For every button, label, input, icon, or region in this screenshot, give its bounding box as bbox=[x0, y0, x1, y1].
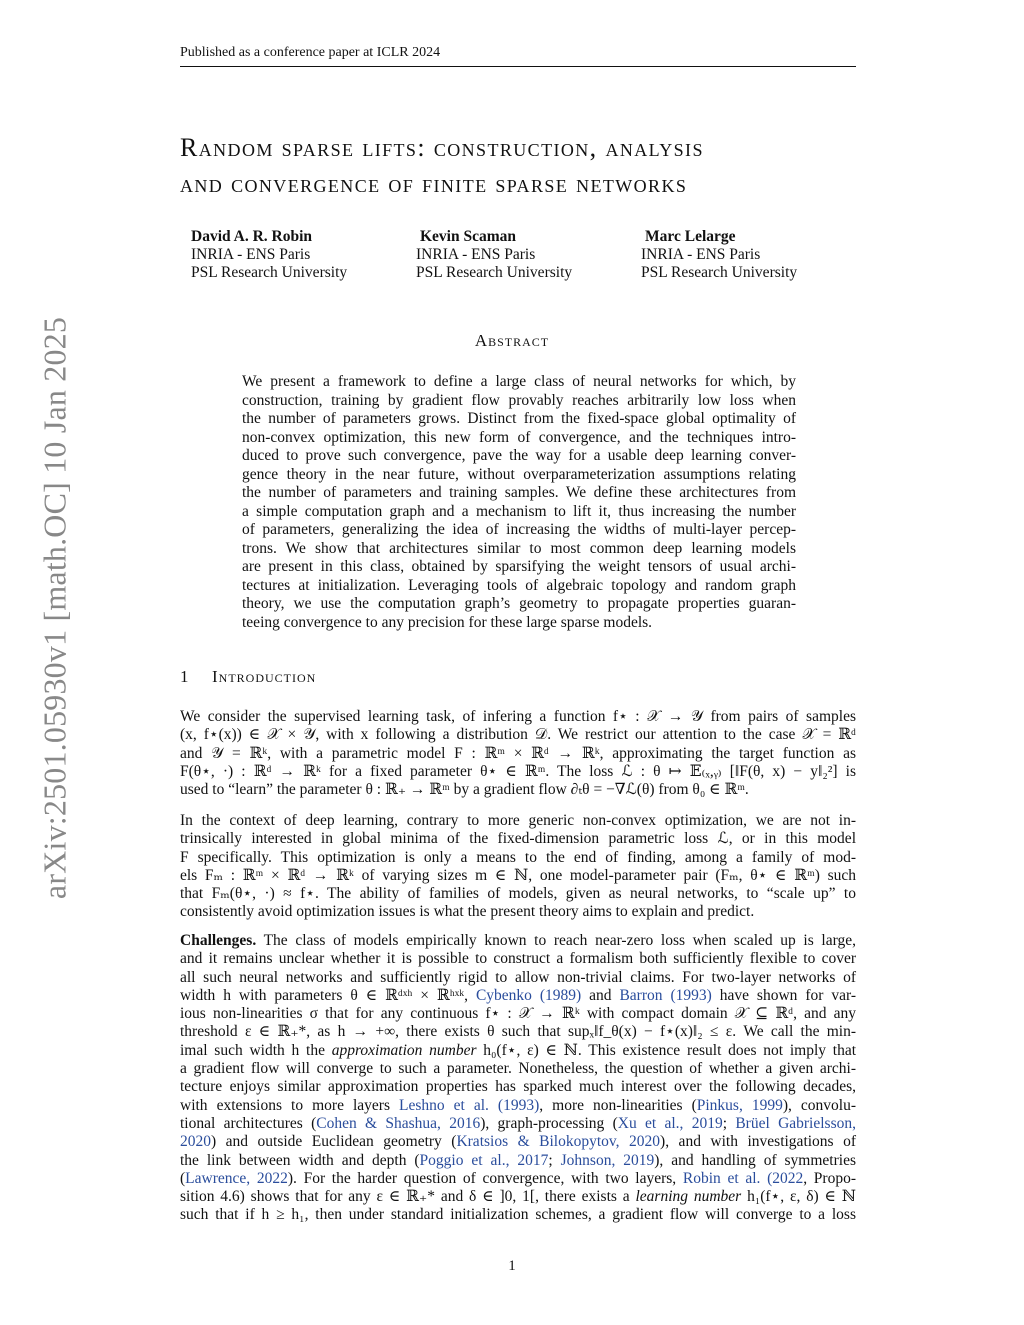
citation-link[interactable]: Robin et al. (2022 bbox=[682, 1169, 804, 1187]
citation-link[interactable]: Poggio et al., 2017 bbox=[419, 1151, 549, 1169]
abstract-line: gence theory in the near future, without overparameterization assumptions relating bbox=[242, 465, 796, 483]
citation-link[interactable]: Cohen & Shashua, 2016 bbox=[316, 1114, 481, 1132]
paragraph-line: such that if h ≥ h₁, then under standard initialization schemes, a gradient flow will converge to a loss bbox=[180, 1206, 856, 1224]
paragraph-lead: Challenges. bbox=[180, 932, 257, 949]
paragraph-line: 2020) and outside Euclidean geometry (Kratsios & Bilokopytov, 2020), and with investigations of bbox=[180, 1133, 856, 1151]
paragraph-line: width h with parameters θ ∈ ℝᵈˣʰ × ℝʰˣᵏ, Cybenko (1989) and Barron (1993) have shown for var- bbox=[180, 986, 856, 1004]
running-header: Published as a conference paper at ICLR 2024 bbox=[180, 44, 856, 67]
citation-link[interactable]: Pinkus, 1999 bbox=[696, 1096, 783, 1114]
author-block bbox=[191, 228, 347, 282]
author-affiliation: INRIA - ENS Paris bbox=[641, 246, 761, 263]
citation-link[interactable]: Xu et al., 2019 bbox=[617, 1114, 723, 1132]
paragraph-line: used to “learn” the parameter θ : ℝ₊ → ℝᵐ by a gradient flow ∂ₜθ = −∇ℒ(θ) from θ₀ ∈ ℝᵐ. bbox=[180, 781, 749, 799]
paragraph-line: consistently avoid optimization issues is what the present theory aims to explain and predict. bbox=[180, 903, 755, 921]
paragraph-line: a gradient flow will converge to such a parameter. Nonetheless, the question of whether a given archi- bbox=[180, 1060, 856, 1078]
paragraph-line: threshold ε ∈ ℝ₊*, as h → +∞, there exists θ such that supₓ‖f_θ(x) − f⋆(x)‖₂ ≤ ε. We call the min- bbox=[180, 1023, 856, 1041]
paragraph-line: that Fₘ(θ⋆, ·) ≈ f⋆. The ability of families of models, given as neural networks, to “scale up” to bbox=[180, 885, 856, 903]
challenges-paragraph bbox=[180, 932, 856, 1225]
section-number: 1 bbox=[180, 667, 190, 686]
author-name: David A. R. Robin bbox=[191, 228, 313, 245]
paragraph-line: (x, f⋆(x)) ∈ 𝒳 × 𝒴, with x following a distribution 𝒟. We restrict our attention to the case 𝒳 = ℝᵈ bbox=[180, 726, 856, 744]
emphasis: approximation number bbox=[331, 1041, 477, 1059]
citation-link[interactable]: Lawrence, 2022 bbox=[185, 1169, 288, 1187]
abstract-line: teeing convergence to any precision for these large sparse models. bbox=[242, 613, 653, 631]
abstract-line: non-convex optimization, this new form of convergence, and the techniques intro- bbox=[242, 428, 796, 446]
citation-link[interactable]: Cybenko (1989) bbox=[475, 986, 582, 1004]
paragraph-line: F specifically. This optimization is only a means to the end of finding, among a family of mod- bbox=[180, 848, 856, 866]
author-affiliation: INRIA - ENS Paris bbox=[416, 246, 536, 263]
author-name: Kevin Scaman bbox=[420, 228, 517, 245]
section-title: Introduction bbox=[212, 667, 317, 686]
paper-title-line-1: Random sparse lifts: construction, analysis bbox=[180, 133, 704, 162]
paragraph-line: tional architectures (Cohen & Shashua, 2016), graph-processing (Xu et al., 2019; Brüel Gabrielsson, bbox=[180, 1114, 856, 1132]
author-name: Marc Lelarge bbox=[645, 228, 736, 245]
paper-title-line-2: and convergence of finite sparse networks bbox=[180, 169, 688, 198]
paragraph-line: with extensions to more layers Leshno et al. (1993), more non-linearities (Pinkus, 1999), convolu- bbox=[180, 1096, 856, 1114]
arxiv-identifier-text: arXiv:2501.05930v1 [math.OC] 10 Jan 2025 bbox=[36, 316, 73, 900]
citation-link[interactable]: Barron (1993) bbox=[619, 986, 712, 1004]
abstract-body bbox=[242, 373, 796, 632]
abstract-line: the number of parameters and training samples. We define these architectures from bbox=[242, 484, 796, 501]
abstract-line: theory, we use the computation graph’s geometry to propagate properties guaran- bbox=[242, 595, 796, 612]
paragraph-line: We consider the supervised learning task, of infering a function f⋆ : 𝒳 → 𝒴 from pairs of samples bbox=[180, 708, 856, 725]
page-number: 1 bbox=[508, 1258, 516, 1274]
paragraph-line: (Lawrence, 2022). For the harder question of convergence, with two layers, Robin et al. (2022, Propo- bbox=[180, 1169, 856, 1187]
emphasis: learning number bbox=[635, 1188, 742, 1206]
author-affiliation: PSL Research University bbox=[416, 264, 573, 281]
paper-title bbox=[180, 130, 860, 202]
abstract-line: construction, training by gradient flow provably reaches arbitrarily low loss when bbox=[242, 391, 796, 409]
author-affiliation: INRIA - ENS Paris bbox=[191, 246, 311, 263]
citation-link[interactable]: Leshno et al. (1993) bbox=[399, 1096, 540, 1114]
abstract-line: trons. We show that architectures similar to most common deep learning models bbox=[242, 539, 796, 557]
paragraph-line: the link between width and depth (Poggio et al., 2017; Johnson, 2019), and handling of symmetries bbox=[180, 1151, 856, 1169]
citation-link[interactable]: 2020 bbox=[180, 1133, 211, 1151]
paragraph-line: trinsically interested in global minima of the fixed-dimension parametric loss ℒ, or in this model bbox=[180, 830, 856, 848]
section-heading bbox=[180, 667, 316, 687]
paragraph-line: tecture enjoys similar approximation properties has sparked much interest over the following decades, bbox=[180, 1078, 856, 1096]
abstract-heading: Abstract bbox=[474, 331, 550, 350]
author-block bbox=[416, 228, 572, 282]
paragraph-line: Challenges. The class of models empirically known to reach near-zero loss when scaled up is large, bbox=[180, 932, 856, 949]
paragraph-line: and it remains unclear whether it is possible to construct a formalism both sufficiently flexible to cover bbox=[180, 950, 856, 968]
paragraph-line: In the context of deep learning, contrary to more generic non-convex optimization, we are not in- bbox=[180, 812, 856, 829]
abstract-line: the number of parameters grows. Distinct from the fixed-space global optimality of bbox=[242, 410, 796, 427]
paragraph-line: ious non-linearities σ that for any continuous f⋆ : 𝒳 → ℝᵏ with compact domain 𝒳 ⊆ ℝᵈ, and any bbox=[180, 1005, 856, 1023]
paragraph-line: sition 4.6) shows that for any ε ∈ ℝ₊* and δ ∈ ]0, 1[, there exists a learning number h₁(f⋆, ε, δ) ∈ ℕ bbox=[180, 1188, 856, 1206]
author-affiliation: PSL Research University bbox=[641, 264, 798, 281]
intro-paragraph-2 bbox=[180, 812, 856, 922]
abstract-line: a simple computation graph and a mechanism to lift it, thus increasing the number bbox=[242, 502, 796, 520]
citation-link[interactable]: Brüel Gabrielsson, bbox=[735, 1114, 856, 1132]
author-affiliation: PSL Research University bbox=[191, 264, 348, 281]
abstract-line: duced to prove such convergence, pave the way for a usable deep learning conver- bbox=[242, 447, 796, 464]
abstract-line: tectures at initialization. Leveraging tools of algebraic topology and random graph bbox=[242, 576, 796, 594]
paragraph-line: imal such width h the approximation number h₀(f⋆, ε) ∈ ℕ. This existence result does not imply that bbox=[180, 1041, 857, 1059]
paragraph-line: all such neural networks and sufficiently rigid to allow non-trivial claims. For two-layer networks of bbox=[180, 968, 856, 986]
abstract-line: are present in this class, obtained by sparsifying the weight tensors of usual archi- bbox=[242, 558, 796, 575]
paragraph-line: els Fₘ : ℝᵐ × ℝᵈ → ℝᵏ of varying sizes m ∈ ℕ, one model-parameter pair (Fₘ, θ⋆ ∈ ℝᵐ) such bbox=[180, 866, 856, 884]
abstract-line: We present a framework to define a large class of neural networks for which, by bbox=[242, 373, 796, 390]
paragraph-line: F(θ⋆, ·) : ℝᵈ → ℝᵏ for a fixed parameter θ⋆ ∈ ℝᵐ. The loss ℒ : θ ↦ 𝔼₍ₓ,ᵧ₎ [‖F(θ, x) − y‖₂²] is bbox=[180, 762, 856, 780]
abstract-line: of parameters, generalizing the idea of increasing the widths of multi-layer percep- bbox=[242, 521, 796, 538]
citation-link[interactable]: Kratsios & Bilokopytov, 2020 bbox=[456, 1133, 661, 1151]
author-block bbox=[641, 228, 797, 282]
paragraph-line: and 𝒴 = ℝᵏ, with a parametric model F : ℝᵐ × ℝᵈ → ℝᵏ, approximating the target function as bbox=[180, 744, 856, 762]
intro-paragraph-1 bbox=[180, 708, 856, 799]
citation-link[interactable]: Johnson, 2019 bbox=[560, 1151, 655, 1169]
